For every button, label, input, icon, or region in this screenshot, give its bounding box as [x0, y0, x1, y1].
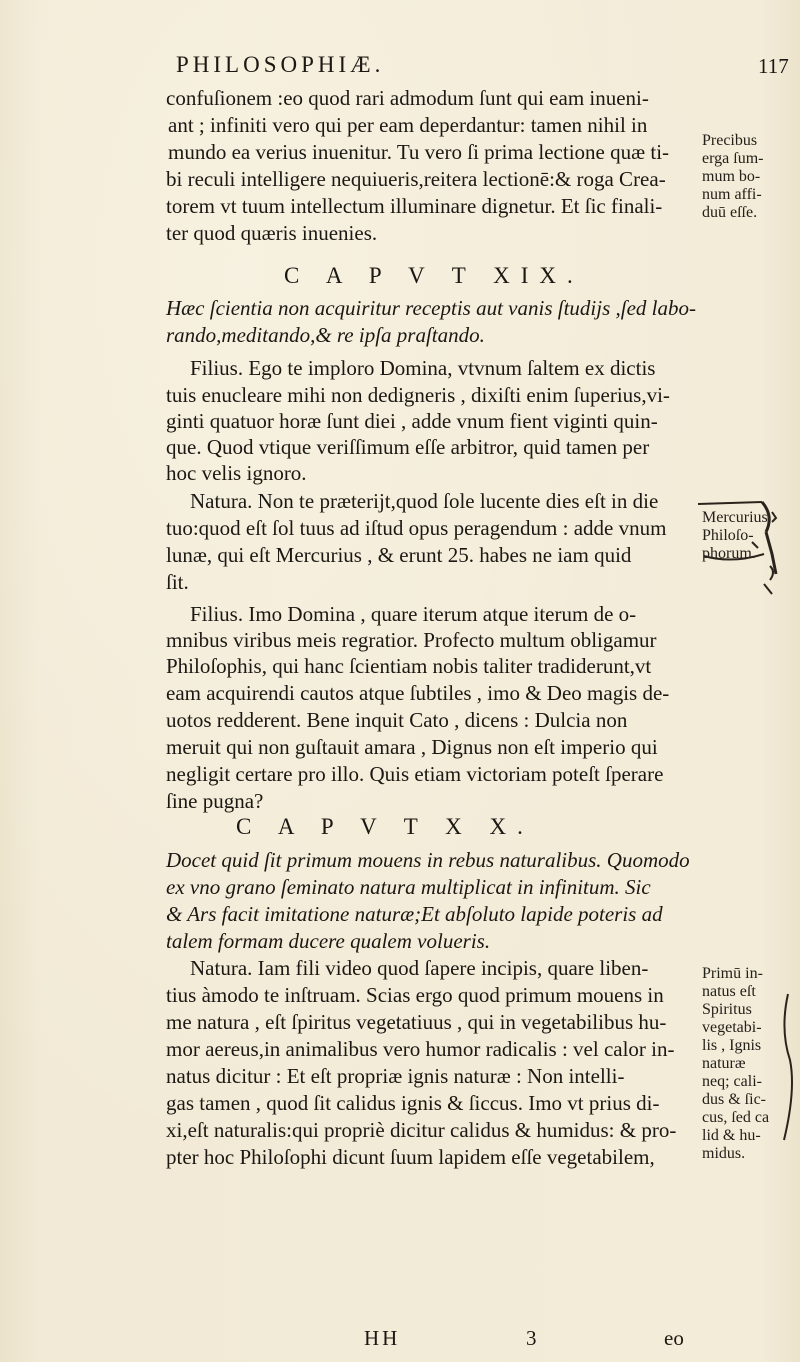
margin-note-line: Primū in- — [702, 965, 763, 982]
margin-note-line: lid & hu- — [702, 1127, 761, 1144]
text-line: confuſionem :eo quod rari admodum ſunt qui eam inueni- — [166, 86, 649, 110]
chapter-summary: ex vno grano ſeminato natura multiplicat in infinitum. Sic — [166, 875, 651, 899]
chapter-summary: talem formam ducere qualem volueris. — [166, 929, 491, 953]
text-line: ter quod quæris inuenies. — [166, 221, 378, 245]
margin-note-line: neq; cali- — [702, 1073, 762, 1090]
text-line: natus dicitur : Et eſt propriæ ignis naturæ : Non intelli- — [166, 1064, 625, 1088]
text-line: tuis enucleare mihi non dedigneris , dixiſti enim ſuperius,vi- — [166, 383, 670, 407]
margin-note-line: Spiritus — [702, 1001, 752, 1018]
text-line: que. Quod vtique veriſſimum eſſe arbitror, quid tamen per — [166, 435, 650, 459]
margin-note-line: num affi- — [702, 186, 762, 203]
chapter-summary: rando,meditando,& re ipſa praſtando. — [166, 323, 485, 347]
text-line: Natura. Iam fili video quod ſapere incipis, quare liben- — [190, 956, 649, 980]
chapter-summary: Docet quid ſit primum mouens in rebus naturalibus. Quomodo — [166, 848, 690, 872]
text-line: negligit certare pro illo. Quis etiam victoriam poteſt ſperare — [166, 762, 664, 786]
margin-note-line: midus. — [702, 1145, 746, 1162]
text-line: hoc velis ignoro. — [166, 461, 307, 485]
margin-note-line: Precibus — [702, 132, 758, 149]
signature-number: 3 — [526, 1326, 537, 1350]
text-line: xi,eſt naturalis:qui propriè dicitur calidus & humidus: & pro- — [166, 1118, 677, 1142]
catchword: eo — [664, 1326, 684, 1350]
chapter-heading: C A P V T X X. — [236, 814, 534, 839]
margin-note-line: naturæ — [702, 1055, 746, 1072]
text-line: ſit. — [166, 570, 189, 594]
margin-note-line: cus, ſed ca — [702, 1109, 770, 1126]
chapter-summary: Hæc ſcientia non acquiritur receptis aut vanis ſtudijs ,ſed labo- — [166, 296, 696, 320]
text-line: eam acquirendi cautos atque ſubtiles , imo & Deo magis de- — [166, 681, 670, 705]
text-line: Natura. Non te præterijt,quod ſole lucente dies eſt in die — [190, 489, 659, 513]
margin-note-line: dus & ſic- — [702, 1091, 766, 1108]
text-line: tuo:quod eſt ſol tuus ad iſtud opus peragendum : adde vnum — [166, 516, 667, 540]
text-line: ſine pugna? — [166, 789, 264, 813]
text-line: torem vt tuum intellectum illuminare dignetur. Et ſic finali- — [166, 194, 663, 218]
footer-signature — [0, 1326, 800, 1356]
margin-note-line: natus eſt — [702, 983, 756, 1000]
running-title: PHILOSOPHIÆ. — [176, 52, 385, 77]
margin-note-line: vegetabi- — [702, 1019, 762, 1036]
margin-note-line: mum bo- — [702, 168, 761, 185]
margin-note-line: erga ſum- — [702, 150, 764, 167]
text-line: Filius. Ego te imploro Domina, vtvnum ſaltem ex dictis — [190, 356, 656, 380]
margin-note-line: phorum. — [702, 545, 756, 562]
chapter-summary: & Ars facit imitatione naturæ;Et abſoluto lapide poteris ad — [166, 902, 663, 926]
margin-note-line: lis , Ignis — [702, 1037, 762, 1054]
text-line: gas tamen , quod ſit calidus ignis & ſiccus. Imo vt prius di- — [166, 1091, 660, 1115]
handwritten-symbol-icon — [692, 494, 778, 606]
margin-bracket-icon — [778, 990, 798, 1170]
text-line: mnibus viribus meis regratior. Profecto multum obligamur — [166, 628, 657, 652]
margin-note-prayer — [702, 132, 763, 222]
text-line: bi reculi intelligere nequiueris,reitera lectionē:& roga Crea- — [166, 167, 666, 191]
chapter-heading: C A P V T XIX. — [284, 263, 584, 288]
text-line: uotos redderent. Bene inquit Cato , dicens : Dulcia non — [166, 708, 628, 732]
text-line: Philoſophis, qui hanc ſcientiam nobis taliter tradiderunt,vt — [166, 654, 652, 678]
text-line: meruit qui non guſtauit amara , Dignus non eſt imperio qui — [166, 735, 658, 759]
running-head — [0, 52, 800, 82]
text-line: ant ; infiniti vero qui per eam deperdantur: tamen nihil in — [168, 113, 648, 137]
text-line: ginti quatuor horæ ſunt diei , adde vnum fient viginti quin- — [166, 409, 658, 433]
margin-note-primum-mouens — [702, 965, 769, 1163]
text-line: me natura , eſt ſpiritus vegetatiuus , qui in vegetabilibus hu- — [166, 1010, 667, 1034]
margin-note-line: Mercurius — [702, 509, 768, 526]
margin-note-line: Philoſo- — [702, 527, 754, 544]
text-line: Filius. Imo Domina , quare iterum atque iterum de o- — [190, 602, 637, 626]
text-line: pter hoc Philoſophi dicunt ſuum lapidem eſſe vegetabilem, — [166, 1145, 655, 1169]
text-line: tius àmodo te inſtruam. Scias ergo quod primum mouens in — [166, 983, 664, 1007]
text-line: mundo ea verius inuenitur. Tu vero ſi prima lectione quæ ti- — [168, 140, 670, 164]
text-line: mor aereus,in animalibus vero humor radicalis : vel calor in- — [166, 1037, 675, 1061]
text-line: lunæ, qui eſt Mercurius , & erunt 25. habes ne iam quid — [166, 543, 632, 567]
margin-note-line: duū eſſe. — [702, 204, 758, 221]
signature-mark: HH — [364, 1326, 401, 1350]
page-number: 117 — [758, 54, 789, 78]
